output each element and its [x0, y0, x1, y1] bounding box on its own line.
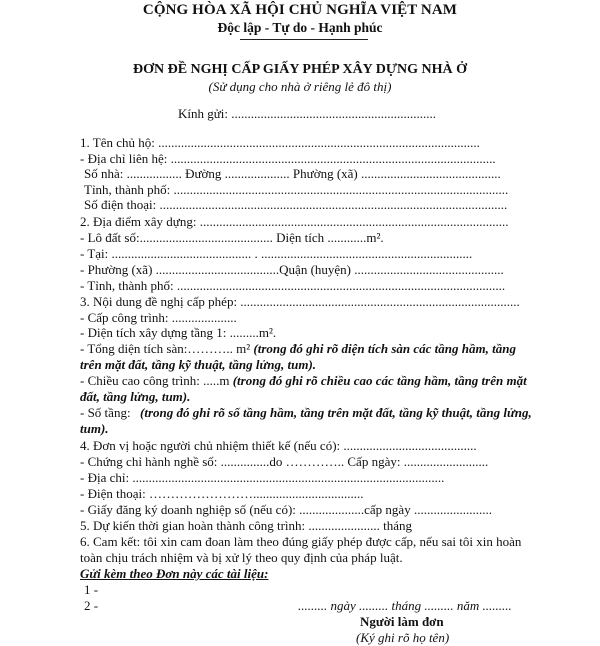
total-floor-area-note: (trong đó ghi rõ diện tích sàn các tầng hầm, tầng [250, 341, 516, 356]
contact-address-line: - Địa chỉ liên hệ: .................................................................................................... [80, 151, 496, 166]
total-floor-area-label: - Tổng diện tích sàn:……….. m² [80, 341, 251, 356]
house-number-line: Số nhà: ................. Đường .................... Phường (xã) ........................................... [84, 166, 501, 181]
phone-line: Số điện thoại: ........................................................................................................... [84, 197, 508, 212]
building-height-note-cont: đất, tầng lửng, tum). [80, 389, 191, 404]
location-line: - Tại: ........................................... . ................................................................. [80, 246, 473, 261]
floor-count-label: - Số tầng: [80, 405, 131, 420]
designer-address-line: - Địa chỉ: ................................................................................................ [80, 470, 445, 485]
attachment-1: 1 - [84, 582, 99, 597]
designer-line: 4. Đơn vị hoặc người chủ nhiệm thiết kế (nếu có): ......................................... [80, 438, 477, 453]
motto-header: Độc lập - Tự do - Hạnh phúc [217, 20, 383, 35]
attachments-heading: Gửi kèm theo Đơn này các tài liệu: [80, 566, 269, 581]
attachment-2: 2 - [84, 598, 99, 613]
commitment-line: 6. Cam kết: tôi xin cam đoan làm theo đúng giấy phép được cấp, nếu sai tôi xin hoàn [80, 534, 522, 549]
building-height-label: - Chiều cao công trình: .....m [80, 373, 230, 388]
salutation-line: Kính gửi: ............................................................... [178, 106, 437, 121]
province-line: Tỉnh, thành phố: ....................................................................................................... [84, 182, 509, 197]
business-registration-line: - Giấy đăng ký doanh nghiệp số (nếu có): ....................cấp ngày ........................ [80, 502, 492, 517]
date-line: ......... ngày ......... tháng ......... năm ......... [298, 598, 512, 613]
commitment-line-cont: toàn chịu trách nhiệm và bị xử lý theo quy định của pháp luật. [80, 550, 403, 565]
ward-district-line: - Phường (xã) ......................................Quận (huyện) .............................................. [80, 262, 504, 277]
ground-floor-area-line: - Diện tích xây dựng tầng 1: .........m². [80, 325, 277, 340]
form-subtitle: (Sử dụng cho nhà ở riêng lẻ đô thị) [208, 79, 392, 94]
site-province-line: - Tỉnh, thành phố: ..................................................................................................... [80, 278, 506, 293]
floor-count-note: (trong đó ghi rõ số tầng hầm, tầng trên mặt đất, tầng kỹ thuật, tầng lửng, [140, 405, 532, 420]
certificate-line: - Chứng chỉ hành nghề số: ...............do ………….. Cấp ngày: .......................... [80, 454, 489, 469]
building-grade-line: - Cấp công trình: .................... [80, 310, 237, 325]
designer-phone-line: - Điện thoại: …………………….................................. [80, 486, 364, 501]
floor-count-note-cont: tum). [80, 421, 109, 436]
floor-count-line [80, 405, 131, 421]
construction-site-line: 2. Địa điểm xây dựng: ............................................................................................... [80, 214, 509, 229]
country-header: CỘNG HÒA XÃ HỘI CHỦ NGHĨA VIỆT NAM [142, 2, 458, 18]
land-lot-line: - Lô đất số:......................................... Diện tích ............m². [80, 230, 384, 245]
signer-title: Người làm đơn [360, 614, 444, 629]
completion-time-line: 5. Dự kiến thời gian hoàn thành công trình: ...................... tháng [80, 518, 413, 533]
signer-note: (Ký ghi rõ họ tên) [356, 630, 450, 645]
permit-content-line: 3. Nội dung đề nghị cấp phép: ...................................................................................... [80, 294, 520, 309]
header-underline [240, 39, 368, 40]
total-floor-area-line [80, 341, 516, 357]
total-floor-area-note-cont: trên mặt đất, tầng kỹ thuật, tầng lửng, tum). [80, 357, 317, 372]
owner-name-line: 1. Tên chủ hộ: ................................................................................................... [80, 135, 480, 150]
building-height-line [80, 373, 527, 389]
building-height-note: (trong đó ghi rõ chiều cao các tầng hầm, tầng trên mặt [229, 373, 527, 388]
form-title: ĐƠN ĐỀ NGHỊ CẤP GIẤY PHÉP XÂY DỰNG NHÀ Ở [132, 62, 468, 77]
